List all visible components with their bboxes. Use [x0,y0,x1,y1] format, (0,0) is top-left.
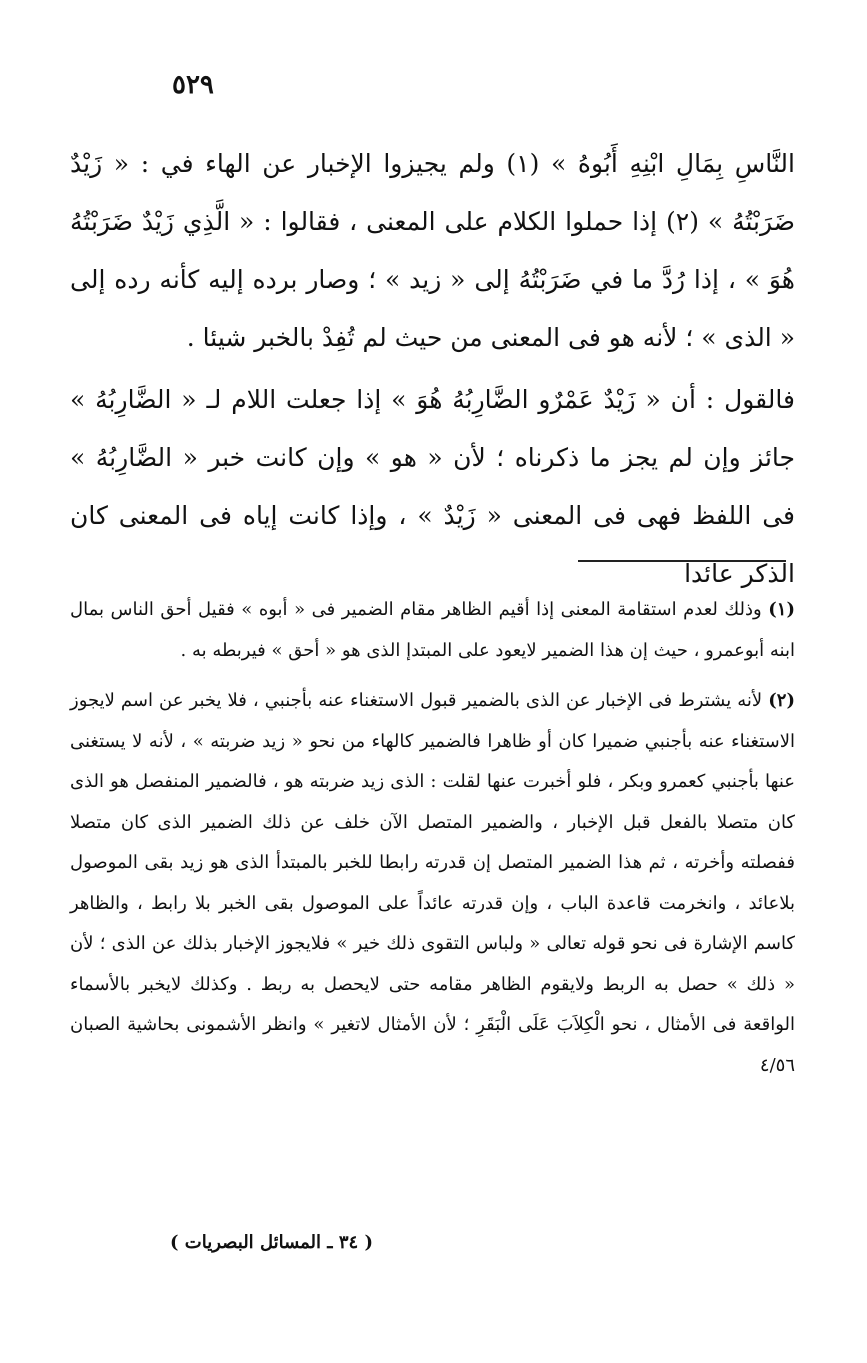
footnote-1-number: (١) [768,599,795,620]
paragraph-1: النَّاسِ بِمَالِ ابْنِهِ أَبُوهُ » (١) ولم يجيزوا الإخبار عن الهاء في : « زَيْدٌ ضَرَبْتُهُ » (٢) إذا حملوا الكلام على المعنى ، فقالوا : « الَّذِي زَيْدٌ ضَرَبْتُهُ هُوَ » ، إذا رُدَّ ما في ضَرَبْتُهُ إلى « زيد » ؛ وصار برده إليه كأنه رده إلى « الذى » ؛ لأنه هو فى المعنى من حيث لم تُفِدْ بالخبر شيئا . [70,149,795,352]
main-text [70,135,795,603]
footnote-separator [578,560,786,562]
footnote-2-text: لأنه يشترط فى الإخبار عن الذى بالضمير قبول الاستغناء عنه بأجنبي ، فلا يخبر عن اسم لايجوز الاستغناء عنه بأجنبي ضميرا كان أو ظاهرا فالضمير كالهاء من نحو « زيد ضربته » ، لأنه لا يستغنى عنها بأجنبي كعمرو وبكر ، فلو أخبرت عنها لقلت : الذى زيد ضربته هو ، فالضمير المنفصل هو الذى كان متصلا بالفعل قبل الإخبار ، والضمير المتصل الآن خلف عن ذلك الضمير الذى كان متصلا ففصلته وأخرته ، ثم هذا الضمير المتصل إن قدرته رابطا للخبر بالمبتدأ الذى هو زيد بقى الموصول بلاعائد ، وانخرمت قاعدة الباب ، وإن قدرته عائداً على الموصول بقى الخبر بلا رابط ، والظاهر كاسم الإشارة فى نحو قوله تعالى « ولباس التقوى ذلك خير » فلايجوز الإخبار بذلك عن الذى ؛ لأن « ذلك » حصل به الربط ولايقوم الظاهر مقامه حتى لايحصل به ربط . وكذلك لايخبر بالأسماء الواقعة فى الأمثال ، نحو الْكِلاَبَ عَلَى الْبَقَرِ ؛ لأن الأمثال لاتغير » وانظر الأشمونى بحاشية الصبان ٤/٥٦ [70,690,795,1076]
footnotes [70,590,795,1086]
footnote-2-number: (٢) [768,690,795,711]
footnote-1 [70,590,795,671]
signature-line: ( ٣٤ ـ المسائل البصريات ) [170,1232,373,1253]
footnote-2 [70,681,795,1086]
footnote-1-text: وذلك لعدم استقامة المعنى إذا أقيم الظاهر مقام الضمير فى « أبوه » فقيل أحق الناس بمال ابنه أبوعمرو ، حيث إن هذا الضمير لايعود على المبتدإ الذى هو « أحق » فيربطه به . [70,599,795,661]
paragraph-2: فالقول : أن « زَيْدٌ عَمْرٌو الضَّارِبُهُ هُوَ » إذا جعلت اللام لـ « الضَّارِبُهُ » جائز وإن لم يجز ما ذكرناه ؛ لأن « هو » وإن كانت خبر « الضَّارِبُهُ » فى اللفظ فهى فى المعنى « زَيْدٌ » ، وإذا كانت إياه فى المعنى كان الذكر عائدا [70,385,795,588]
page-number: ٥٢٩ [172,70,214,100]
